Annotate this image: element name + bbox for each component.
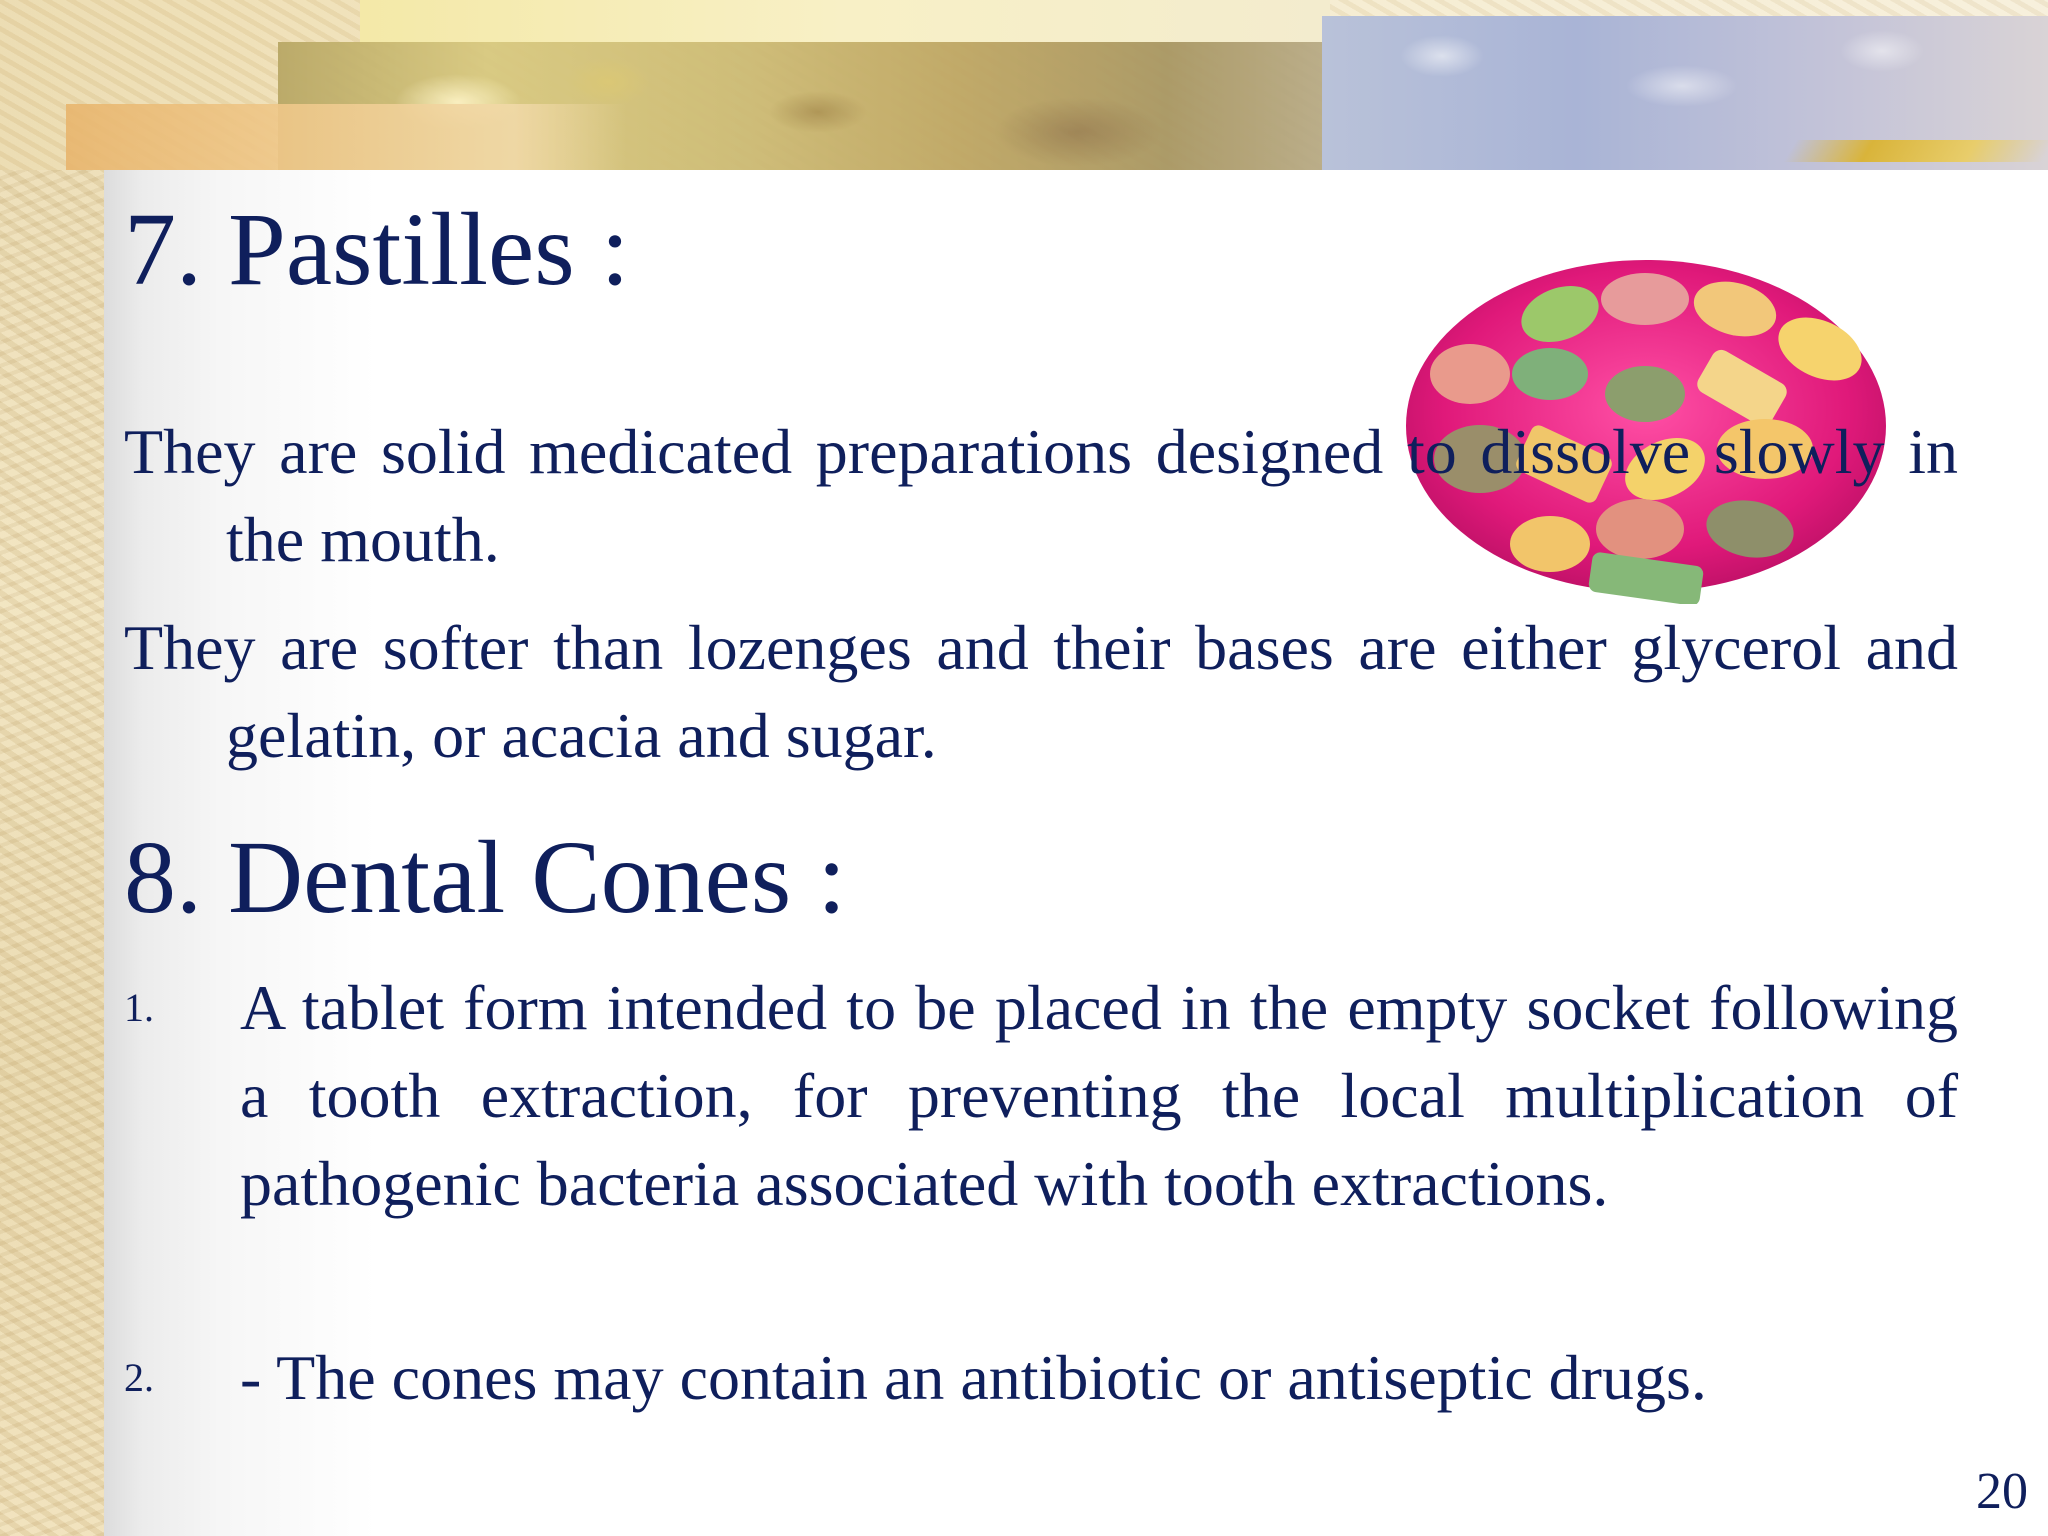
slide-number: 20 [1976, 1463, 2028, 1520]
list-item-text: A tablet form intended to be placed in the empty socket following a tooth extraction, for preventing the local multiplication of pathogenic bacteria associated with tooth extractions. [240, 972, 1958, 1219]
banner-orange-band [66, 104, 626, 170]
list-marker: 2. [124, 1355, 154, 1400]
list-marker: 1. [124, 985, 154, 1030]
banner-yellow-band [360, 0, 1330, 44]
list-item-text: - The cones may contain an antibiotic or antiseptic drugs. [240, 1342, 1707, 1413]
heading-pastilles: 7. Pastilles : [124, 192, 630, 307]
banner-gold-streak [1784, 140, 2048, 162]
left-decorative-strip [0, 0, 104, 1536]
heading-dental-cones: 8. Dental Cones : [124, 820, 847, 935]
pastilles-paragraph-2: They are softer than lozenges and their bases are either glycerol and gelatin, or acacia and sugar. [124, 612, 1958, 771]
pastilles-paragraph-1: They are solid medicated preparations designed to dissolve slowly in the mouth. [124, 416, 1958, 575]
